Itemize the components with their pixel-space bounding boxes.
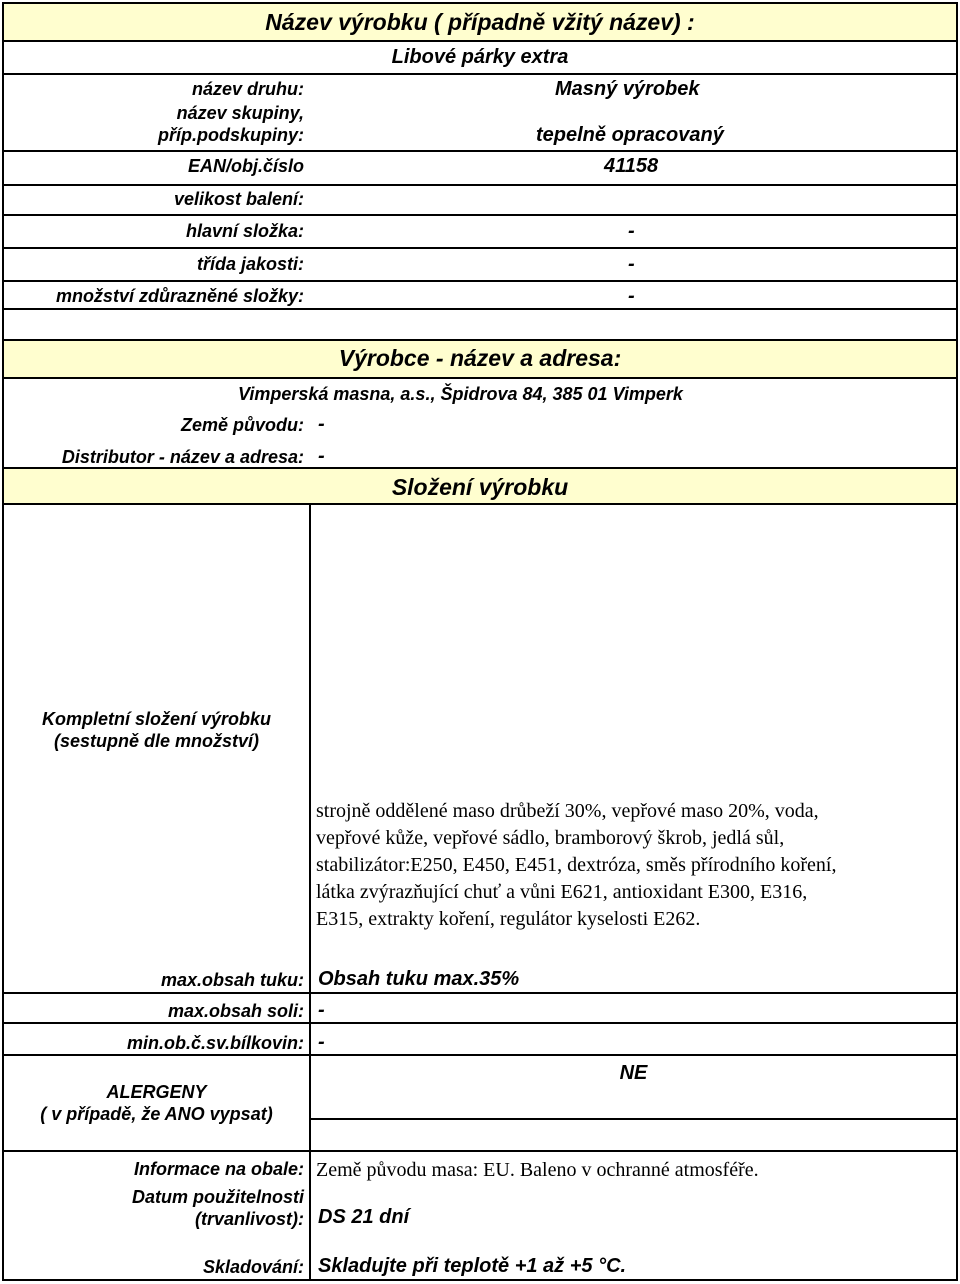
- product-name: Libové párky extra: [391, 46, 569, 68]
- salt-label: max.obsah soli:: [167, 1001, 304, 1021]
- fat-value: Obsah tuku max.35%: [318, 968, 520, 990]
- rule: [2, 503, 958, 505]
- producer-address: Vimperská masna, a.s., Špidrova 84, 385 01 Vimperk: [238, 384, 683, 404]
- rule: [2, 1150, 958, 1152]
- rule: [2, 214, 958, 216]
- emphasized-amount-label: množství zdůrazněné složky:: [55, 286, 304, 306]
- rule: [2, 992, 958, 994]
- protein-label: min.ob.č.sv.bílkovin:: [126, 1033, 304, 1053]
- composition-label: Kompletní složení výrobku (sestupně dle množství): [41, 709, 272, 751]
- shelf-life-label: Datum použitelnosti (trvanlivost):: [132, 1187, 304, 1229]
- quality-class-value: -: [628, 253, 635, 275]
- rule: [2, 247, 958, 249]
- group-value: tepelně opracovaný: [536, 124, 724, 146]
- rule: [2, 73, 958, 75]
- composition-heading: Složení výrobku: [391, 474, 569, 500]
- shelf-life-value: DS 21 dní: [318, 1206, 410, 1228]
- packaging-info-label: Informace na obale:: [133, 1159, 304, 1179]
- ean-label: EAN/obj.číslo: [187, 156, 304, 176]
- salt-value: -: [318, 999, 325, 1021]
- rule: [2, 184, 958, 186]
- rule: [310, 1118, 958, 1120]
- composition-text: strojně oddělené maso drůbeží 30%, vepřové maso 20%, voda, vepřové kůže, vepřové sádlo, bramborový škrob, jedlá sůl, stabilizátor:E250, E450, E451, dextróza, směs přírodního koření, látka zvýrazňující chuť a vůni E621, antioxidant E300, E316, E315, extrakty koření, regulátor kyselosti E262.: [316, 800, 837, 930]
- page-title: Název výrobku ( případně vžitý název) :: [265, 9, 695, 35]
- rule: [2, 1054, 958, 1056]
- rule: [2, 40, 958, 42]
- rule: [2, 377, 958, 379]
- group-label: název skupiny, příp.podskupiny:: [158, 103, 304, 145]
- column-divider: [309, 503, 311, 1279]
- rule: [2, 308, 958, 310]
- rule: [2, 339, 958, 341]
- type-value: Masný výrobek: [555, 78, 700, 100]
- distributor-value: -: [318, 445, 325, 467]
- ean-value: 41158: [604, 155, 659, 177]
- origin-value: -: [318, 413, 325, 435]
- storage-label: Skladování:: [202, 1257, 304, 1277]
- emphasized-amount-value: -: [628, 285, 635, 307]
- allergens-value: NE: [619, 1062, 648, 1084]
- package-size-label: velikost balení:: [173, 189, 304, 209]
- allergens-label: ALERGENY ( v případě, že ANO vypsat): [40, 1082, 273, 1124]
- protein-value: -: [318, 1031, 325, 1053]
- main-component-label: hlavní složka:: [185, 221, 304, 241]
- type-label: název druhu:: [191, 79, 304, 99]
- rule: [2, 280, 958, 282]
- storage-value: Skladujte při teplotě +1 až +5 °C.: [318, 1255, 627, 1277]
- distributor-label: Distributor - název a adresa:: [61, 447, 304, 467]
- rule: [2, 150, 958, 152]
- producer-heading: Výrobce - název a adresa:: [338, 345, 622, 371]
- origin-label: Země původu:: [180, 415, 304, 435]
- main-component-value: -: [628, 220, 635, 242]
- quality-class-label: třída jakosti:: [196, 254, 304, 274]
- rule: [2, 2, 958, 4]
- fat-label: max.obsah tuku:: [160, 970, 304, 990]
- rule: [2, 1279, 958, 1281]
- packaging-info-value: Země původu masa: EU. Baleno v ochranné atmosféře.: [316, 1159, 759, 1181]
- border-right: [956, 2, 958, 1281]
- rule: [2, 1022, 958, 1024]
